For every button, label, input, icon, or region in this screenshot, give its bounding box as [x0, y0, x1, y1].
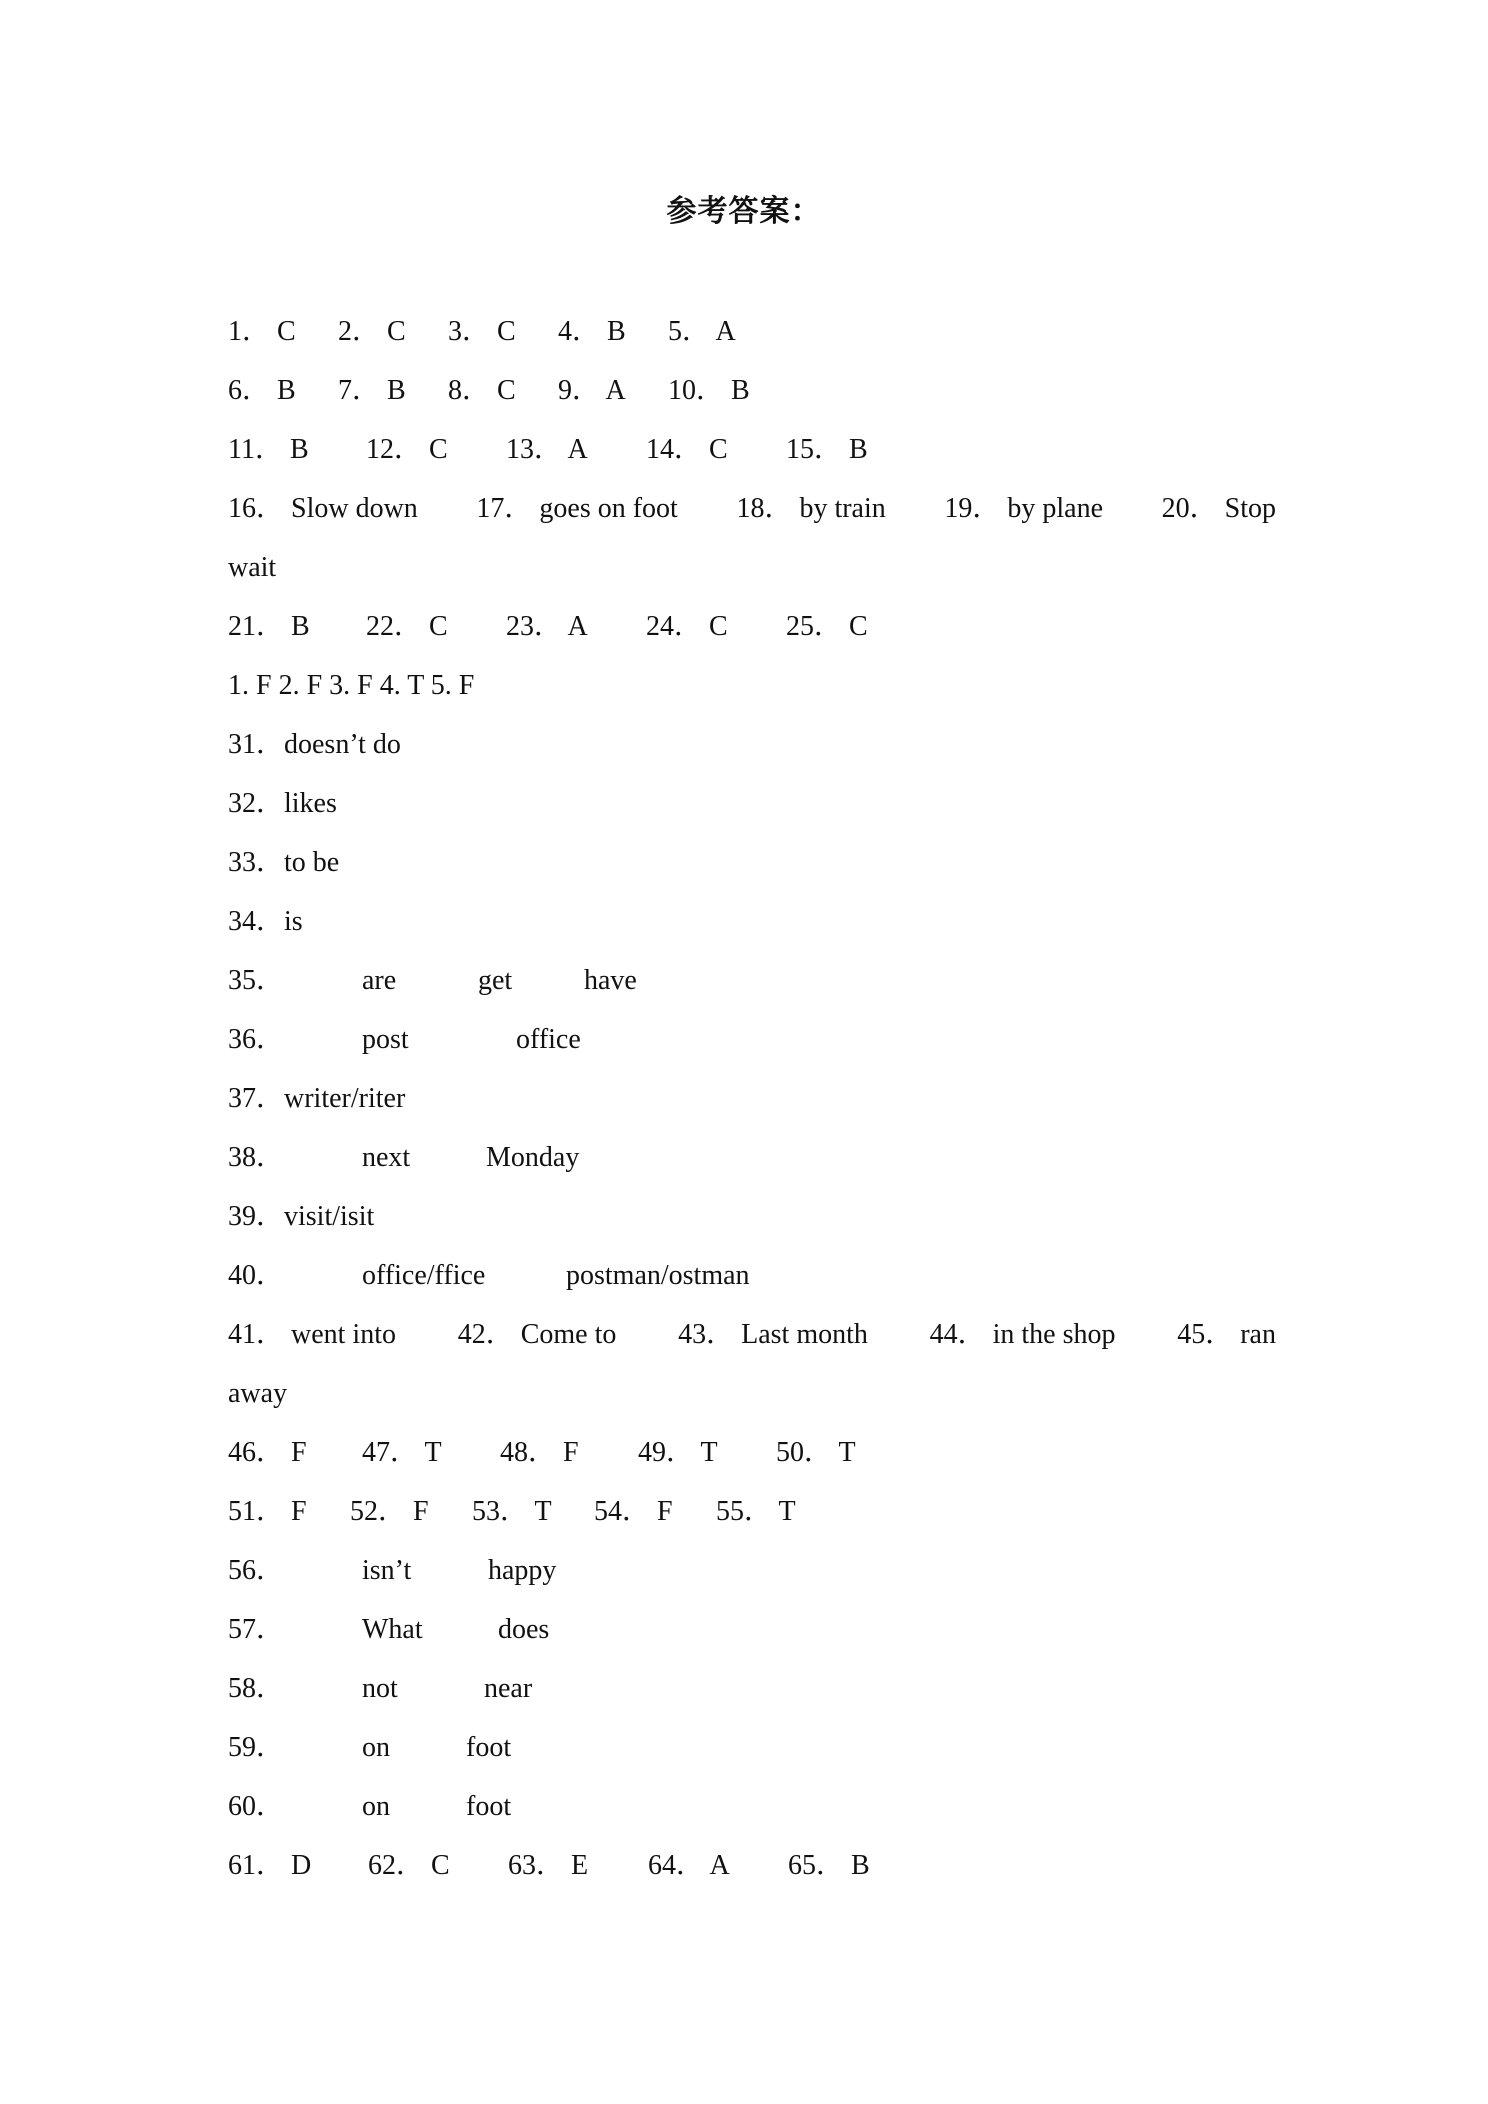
- answer-line: [228, 538, 1278, 597]
- answer-blank: office: [516, 1024, 581, 1055]
- answer-number: 59．: [228, 1732, 285, 1763]
- answer-number: 56．: [228, 1555, 285, 1586]
- answer-item: 42． Come to: [457, 1319, 617, 1350]
- answer-blank: office/ffice: [362, 1260, 486, 1291]
- answer-item: 43． Last month: [678, 1319, 868, 1350]
- answer-list: [228, 302, 1278, 1895]
- answer-line: [228, 361, 1278, 420]
- answer-blank: next: [362, 1142, 411, 1173]
- answer-item: 12． C: [366, 434, 448, 465]
- answer-text: 33．to be: [228, 847, 340, 878]
- answer-blank: foot: [466, 1732, 512, 1763]
- answer-blank: are: [362, 965, 397, 996]
- answer-line: [228, 1541, 1278, 1600]
- answer-item: 55． T: [716, 1496, 796, 1527]
- answer-blank: isn’t: [362, 1555, 412, 1586]
- answer-item: 13． A: [506, 434, 588, 465]
- answer-text: 39．visit/isit: [228, 1201, 375, 1232]
- answer-blank: does: [498, 1614, 550, 1645]
- answer-blank: have: [584, 965, 637, 996]
- answer-number: 58．: [228, 1673, 285, 1704]
- answer-item: 53． T: [472, 1496, 552, 1527]
- answer-line: [228, 715, 1278, 774]
- answer-number: 40．: [228, 1260, 285, 1291]
- answer-item: 61． D: [228, 1850, 312, 1881]
- answer-line: [228, 1010, 1278, 1069]
- answer-item: 15． B: [786, 434, 868, 465]
- answer-line: [228, 420, 1278, 479]
- answer-item: 24． C: [646, 611, 728, 642]
- answer-item: 62． C: [368, 1850, 450, 1881]
- answer-item: 5． A: [668, 316, 736, 347]
- answer-line: [228, 1718, 1278, 1777]
- answer-blank: post: [362, 1024, 409, 1055]
- answer-item: 21． B: [228, 611, 310, 642]
- answer-line: [228, 656, 1278, 715]
- answer-line: [228, 597, 1278, 656]
- answer-line: [228, 479, 1276, 538]
- answer-blank: postman/ostman: [566, 1260, 750, 1291]
- answer-item: 16． Slow down: [228, 493, 418, 524]
- answer-item: 7． B: [338, 375, 406, 406]
- answer-line: [228, 1128, 1278, 1187]
- answer-number: 38．: [228, 1142, 285, 1173]
- answer-item: 18． by train: [736, 493, 886, 524]
- answer-item: 9． A: [558, 375, 626, 406]
- answer-blank: What: [362, 1614, 423, 1645]
- answer-blank: get: [478, 965, 513, 996]
- answer-line: [228, 1305, 1276, 1364]
- answer-line: [228, 892, 1278, 951]
- answer-number: 60．: [228, 1791, 285, 1822]
- answer-blank: near: [484, 1673, 533, 1704]
- answer-text: 34．is: [228, 906, 303, 937]
- answer-item: 11． B: [228, 434, 309, 465]
- answer-item: 19． by plane: [944, 493, 1104, 524]
- answer-line: [228, 774, 1278, 833]
- answer-text: 37．writer/riter: [228, 1083, 406, 1114]
- answer-line: [228, 1777, 1278, 1836]
- answer-blank: foot: [466, 1791, 512, 1822]
- answer-blank: on: [362, 1791, 390, 1822]
- answer-item: 20． Stop: [1161, 493, 1276, 524]
- answer-item: 17． goes on foot: [476, 493, 678, 524]
- answer-text: wait: [228, 552, 277, 583]
- answer-item: 46． F: [228, 1437, 307, 1468]
- answer-line: [228, 1069, 1278, 1128]
- answer-item: 64． A: [648, 1850, 730, 1881]
- answer-line: [228, 1364, 1278, 1423]
- answer-item: 14． C: [646, 434, 728, 465]
- answer-item: 4． B: [558, 316, 626, 347]
- answer-item: 48． F: [500, 1437, 579, 1468]
- answer-item: 1． C: [228, 316, 296, 347]
- answer-line: [228, 1600, 1278, 1659]
- answer-number: 35．: [228, 965, 285, 996]
- answer-line: [228, 302, 1278, 361]
- answer-number: 36．: [228, 1024, 285, 1055]
- answer-item: 2． C: [338, 316, 406, 347]
- answer-text: 1. F 2. F 3. F 4. T 5. F: [228, 670, 475, 701]
- answer-item: 49． T: [638, 1437, 718, 1468]
- answer-text: away: [228, 1378, 288, 1409]
- answer-item: 10． B: [668, 375, 750, 406]
- answer-text: 31．doesn’t do: [228, 729, 401, 760]
- answer-item: 41． went into: [228, 1319, 396, 1350]
- answer-item: 45． ran: [1177, 1319, 1276, 1350]
- answer-blank: happy: [488, 1555, 557, 1586]
- answer-item: 47． T: [362, 1437, 442, 1468]
- answer-item: 25． C: [786, 611, 868, 642]
- answer-item: 50． T: [776, 1437, 856, 1468]
- answer-item: 22． C: [366, 611, 448, 642]
- answer-line: [228, 1836, 1278, 1895]
- answer-item: 51． F: [228, 1496, 307, 1527]
- answer-item: 6． B: [228, 375, 296, 406]
- answer-line: [228, 833, 1278, 892]
- answer-line: [228, 1423, 1278, 1482]
- answer-blank: on: [362, 1732, 390, 1763]
- answer-item: 65． B: [788, 1850, 870, 1881]
- answer-item: 8． C: [448, 375, 516, 406]
- answer-blank: not: [362, 1673, 398, 1704]
- answer-number: 57．: [228, 1614, 285, 1645]
- answer-item: 44． in the shop: [929, 1319, 1116, 1350]
- answer-item: 3． C: [448, 316, 516, 347]
- answer-line: [228, 1659, 1278, 1718]
- answer-line: [228, 1246, 1278, 1305]
- answer-line: [228, 1187, 1278, 1246]
- answer-blank: Monday: [486, 1142, 580, 1173]
- answer-item: 63． E: [508, 1850, 589, 1881]
- answer-text: 32．likes: [228, 788, 337, 819]
- answer-line: [228, 1482, 1278, 1541]
- answer-item: 52． F: [350, 1496, 429, 1527]
- answer-item: 54． F: [594, 1496, 673, 1527]
- answer-line: [228, 951, 1278, 1010]
- page-title: 参考答案：: [666, 194, 822, 229]
- answer-item: 23． A: [506, 611, 588, 642]
